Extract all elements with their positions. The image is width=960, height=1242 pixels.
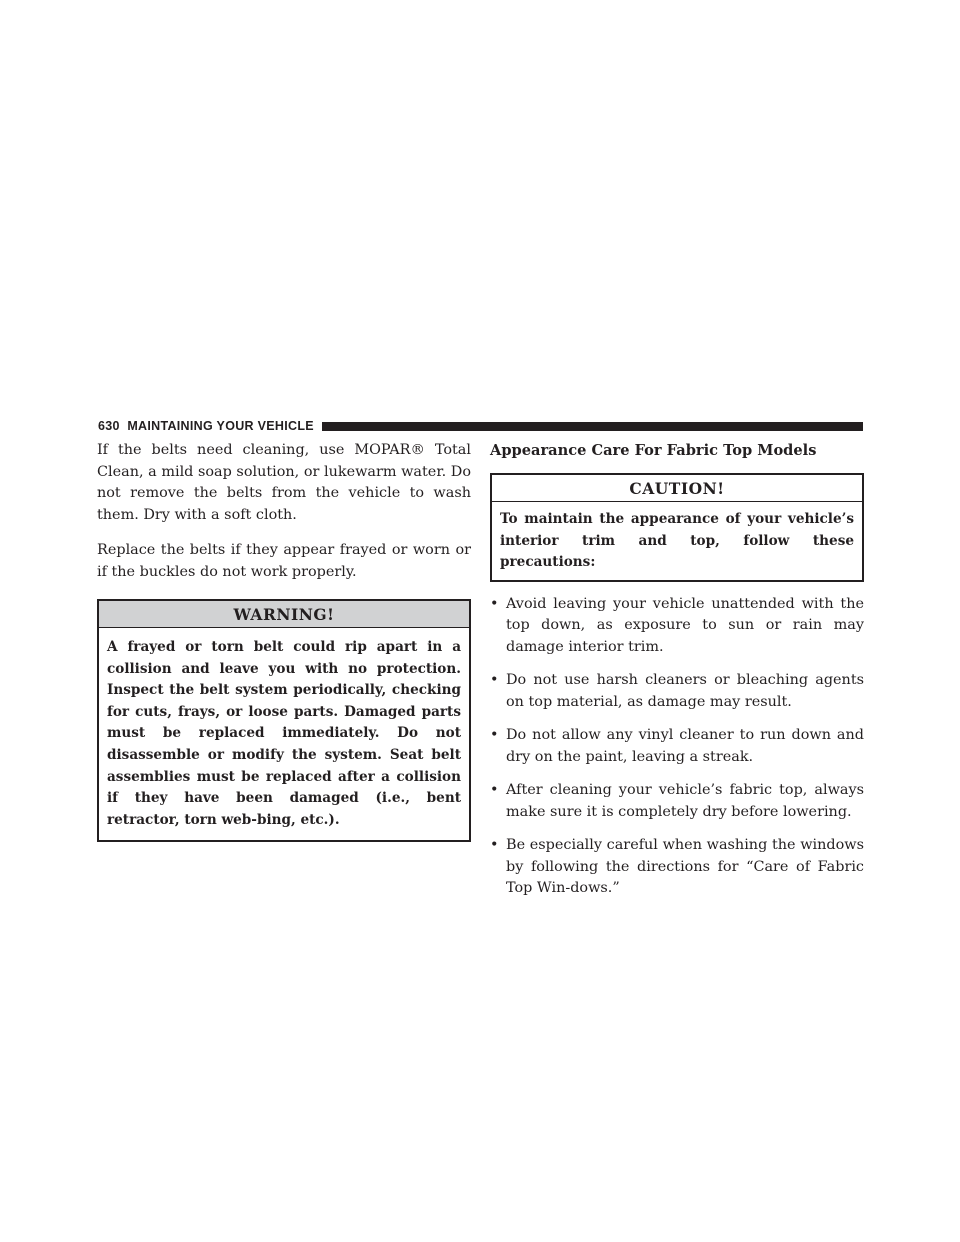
warning-title: WARNING! xyxy=(99,601,469,628)
caution-text: To maintain the appearance of your vehicle’s interior trim and top, follow these precautions: xyxy=(500,511,854,571)
belt-replacement-paragraph: Replace the belts if they appear frayed or worn or if the buckles do not work properly. xyxy=(97,542,471,580)
bullet-icon: • xyxy=(490,595,499,612)
list-item: • Avoid leaving your vehicle unattended with the top down, as exposure to sun or rain may damage interior trim. xyxy=(490,595,864,655)
caution-title: CAUTION! xyxy=(492,475,862,502)
precautions-list xyxy=(490,594,864,900)
belt-cleaning-paragraph: If the belts need cleaning, use MOPAR® Total Clean, a mild soap solution, or lukewarm water. Do not remove the belts from the vehicle to wash them. Dry with a soft cloth. xyxy=(97,442,471,523)
list-item: • Be especially careful when washing the windows by following the directions for “Care of Fabric Top Win-dows.” xyxy=(490,837,864,897)
section-title: MAINTAINING YOUR VEHICLE xyxy=(127,419,314,433)
warning-text: A frayed or torn belt could rip apart in a collision and leave you with no protection. Inspect the belt system periodically, checking for cuts, frays, or loose parts. Damaged parts must be replaced immediately. Do not disassemble or modify the system. Seat belt assemblies must be replaced after a collision if they have been damaged (i.e., bent retractor, torn web-bing, etc.). xyxy=(107,639,461,828)
bullet-icon: • xyxy=(490,837,499,854)
page-number-and-section xyxy=(98,419,314,433)
right-column xyxy=(490,440,864,912)
section-heading: Appearance Care For Fabric Top Models xyxy=(490,442,817,459)
left-column xyxy=(97,440,471,842)
bullet-icon: • xyxy=(490,782,499,799)
bullet-icon: • xyxy=(490,672,499,689)
list-item: • After cleaning your vehicle’s fabric top, always make sure it is completely dry before lowering. xyxy=(490,782,864,820)
page-number: 630 xyxy=(98,419,120,433)
page-header xyxy=(98,418,863,434)
bullet-icon: • xyxy=(490,727,499,744)
caution-box xyxy=(490,473,864,582)
warning-box xyxy=(97,599,471,842)
header-rule xyxy=(322,422,863,431)
list-item: • Do not use harsh cleaners or bleaching agents on top material, as damage may result. xyxy=(490,672,864,710)
list-item: • Do not allow any vinyl cleaner to run down and dry on the paint, leaving a streak. xyxy=(490,727,864,765)
